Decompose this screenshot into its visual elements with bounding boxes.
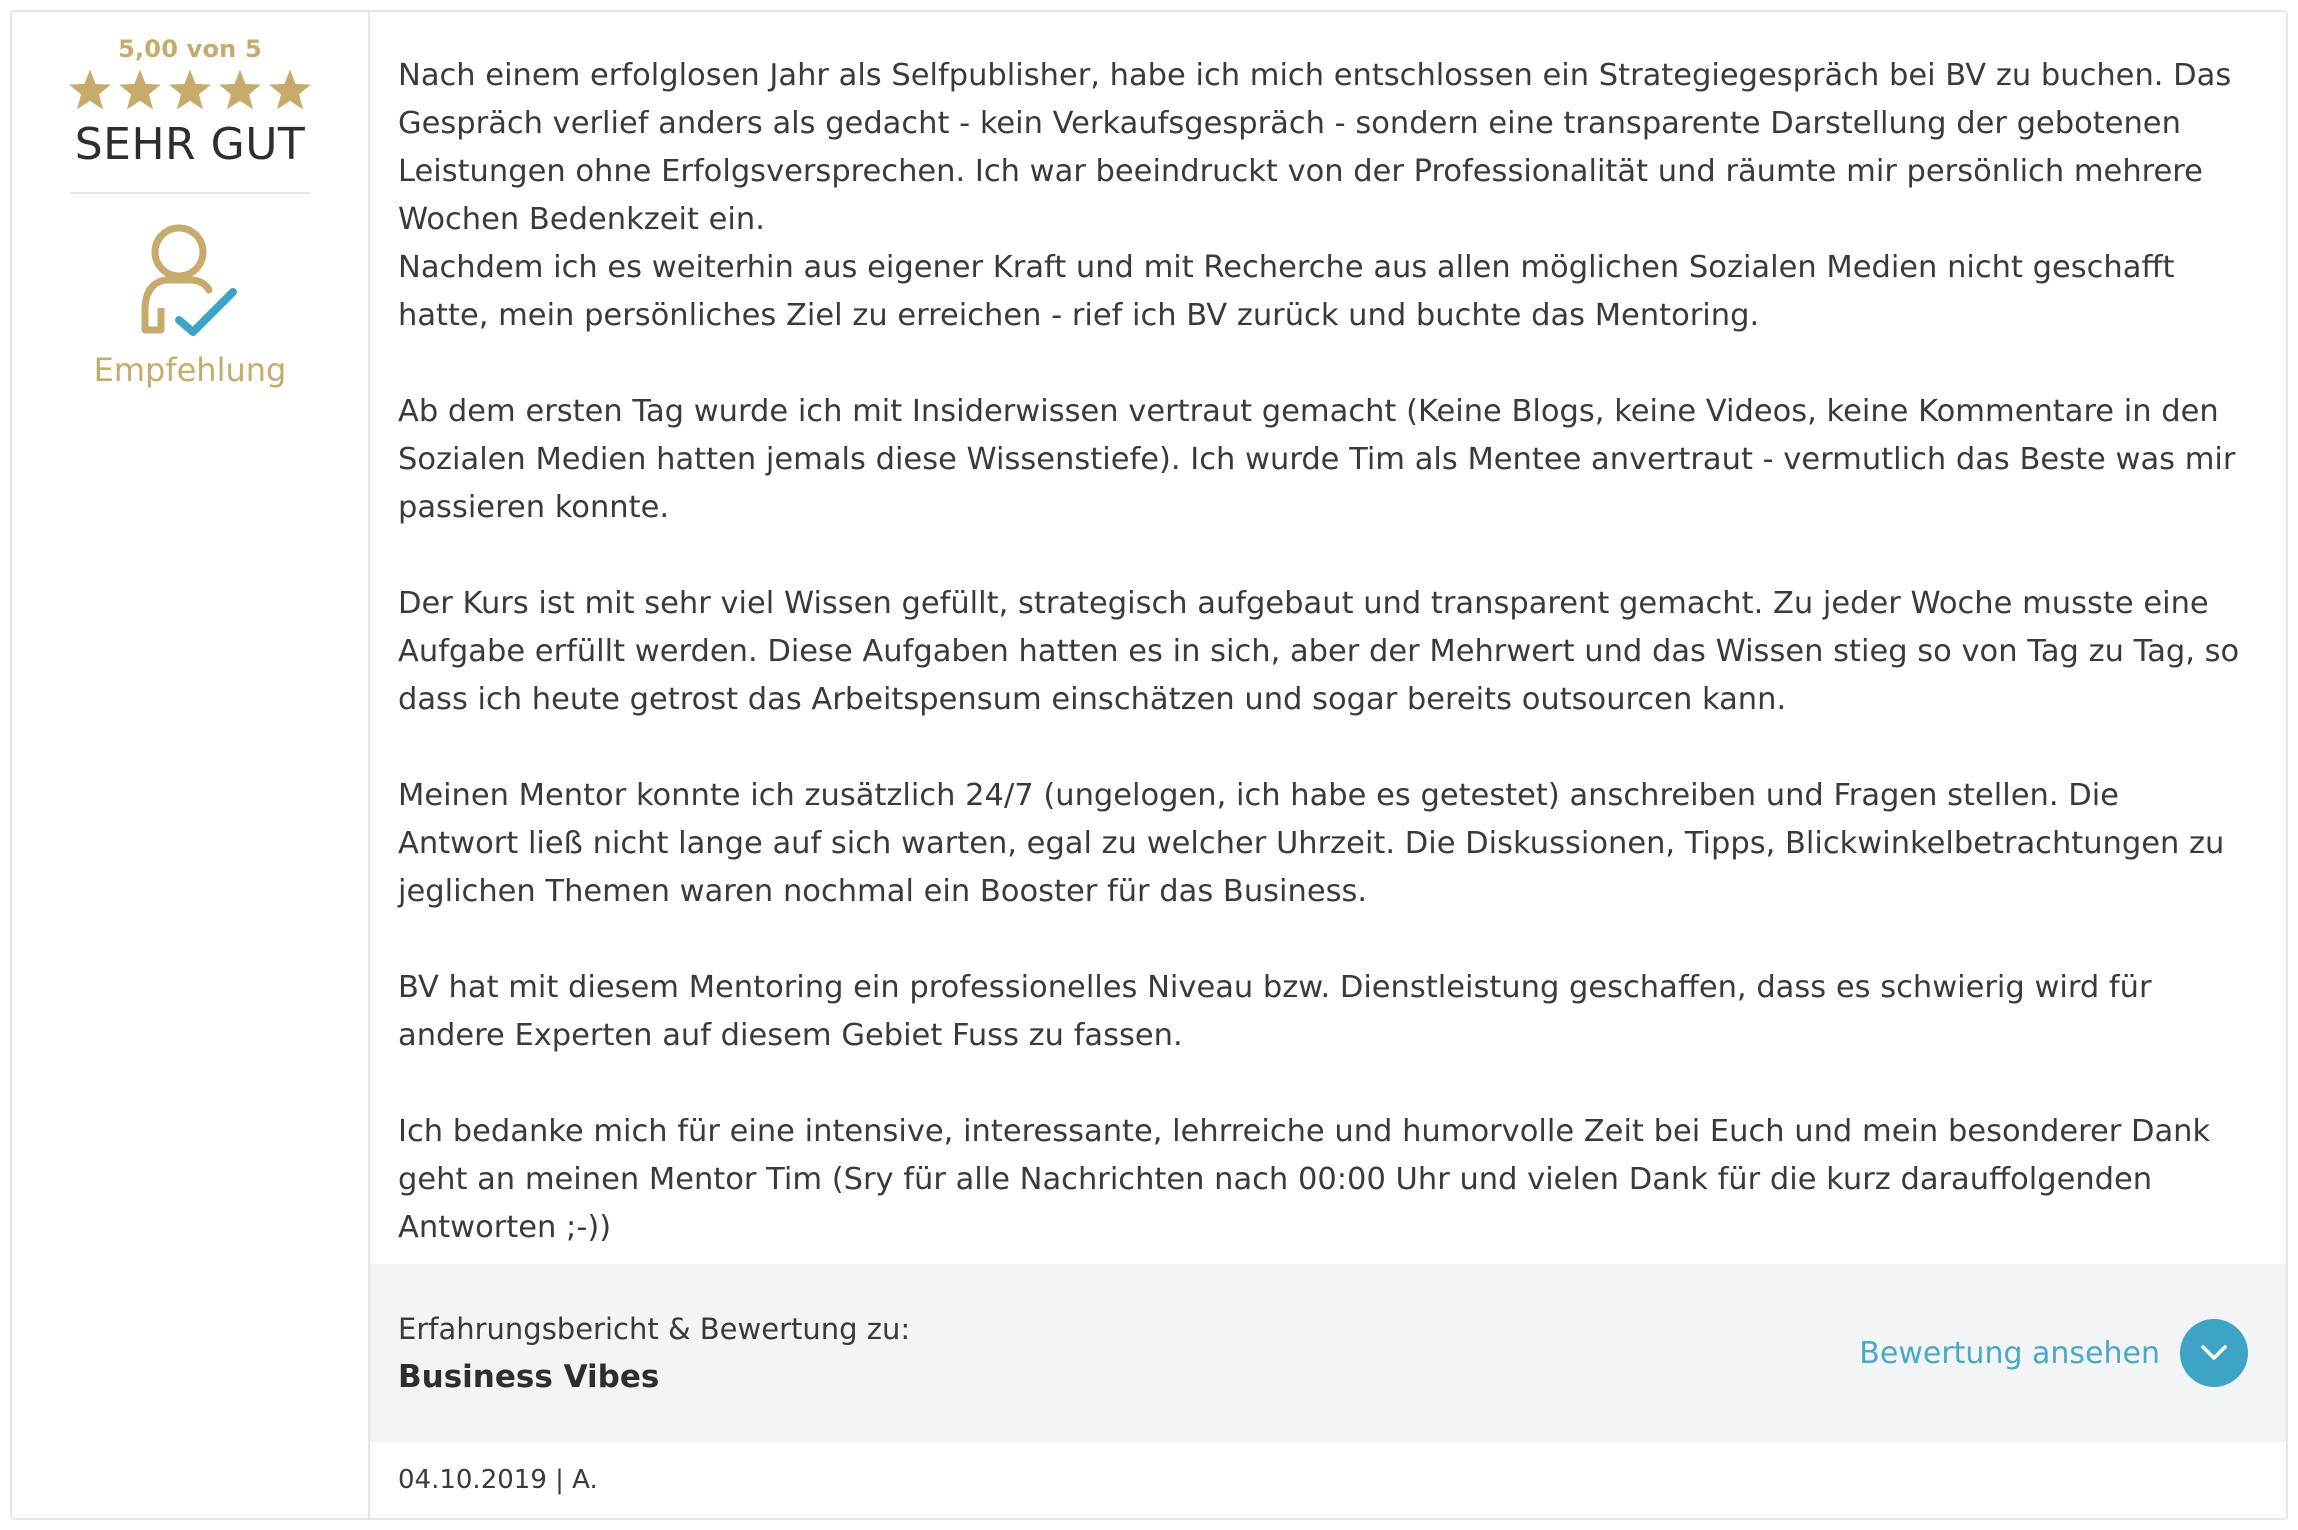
chevron-down-icon xyxy=(2200,1344,2228,1362)
review-paragraph: Nach einem erfolglosen Jahr als Selfpublisher, habe ich mich entschlossen ein Strategiegespräch bei BV zu buchen. Das Gespräch verlief anders als gedacht - kein Verkaufsgespräch - sondern eine transparente Darstellung der gebotenen Leistungen ohne Erfolgsversprechen. Ich war beeindruckt von der Professionalität und räumte mir persönlich mehrere Wochen Bedenkzeit ein. Nachdem ich es weiterhin aus eigener Kraft und mit Recherche aus allen möglichen Sozialen Medien nicht geschafft hatte, mein persönliches Ziel zu erreichen - rief ich BV zurück und buchte das Mentoring. xyxy=(398,58,2232,333)
user-check-icon xyxy=(135,220,245,344)
view-review-label[interactable]: Bewertung ansehen xyxy=(1859,1335,2160,1371)
rating-sidebar xyxy=(12,12,370,1518)
star-rating xyxy=(67,68,313,112)
review-main xyxy=(370,12,2286,1518)
review-body xyxy=(370,12,2286,1264)
rating-word: SEHR GUT xyxy=(74,119,306,170)
view-review-button[interactable] xyxy=(2180,1319,2248,1387)
star-icon xyxy=(117,68,163,112)
review-meta: 04.10.2019 | A. xyxy=(398,1465,598,1495)
review-card xyxy=(10,10,2288,1520)
star-icon xyxy=(267,68,313,112)
review-paragraph: Meinen Mentor konnte ich zusätzlich 24/7 (ungelogen, ich habe es getestet) anschreiben und Fragen stellen. Die Antwort ließ nicht lange auf sich warten, egal zu welcher Uhrzeit. Die Diskussionen, Tipps, Blickwinkelbetrachtungen zu jeglichen Themen waren nochmal ein Booster für das Business. xyxy=(398,778,2225,909)
star-icon xyxy=(167,68,213,112)
review-paragraph: Ich bedanke mich für eine intensive, interessante, lehrreiche und humorvolle Zeit bei Euch und mein besonderer Dank geht an meinen Mentor Tim (Sry für alle Nachrichten nach 00:00 Uhr und vielen Dank für die kurz darauffolgenden Antworten ;-)) xyxy=(398,1114,2211,1245)
recommendation-label: Empfehlung xyxy=(93,351,287,389)
company-name: Business Vibes xyxy=(398,1359,660,1395)
divider xyxy=(70,192,310,194)
review-target xyxy=(398,1309,910,1397)
star-icon xyxy=(67,68,113,112)
review-paragraph: Ab dem ersten Tag wurde ich mit Insiderwissen vertraut gemacht (Keine Blogs, keine Videos, keine Kommentare in den Sozialen Medien hatten jemals diese Wissenstiefe). Ich wurde Tim als Mentee anvertraut - vermutlich das Beste was mir passieren konnte. xyxy=(398,394,2236,525)
review-paragraph: Der Kurs ist mit sehr viel Wissen gefüllt, strategisch aufgebaut und transparent gemacht. Zu jeder Woche musste eine Aufgabe erfüllt werden. Diese Aufgaben hatten es in sich, aber der Mehrwert und das Wissen stieg so von Tag zu Tag, so dass ich heute getrost das Arbeitspensum einschätzen und sogar bereits outsourcen kann. xyxy=(398,586,2240,717)
review-target-subtitle: Erfahrungsbericht & Bewertung zu: xyxy=(398,1312,911,1346)
review-target-box xyxy=(370,1264,2286,1442)
rating-score: 5,00 von 5 xyxy=(118,35,262,63)
view-review-link[interactable] xyxy=(1859,1319,2248,1387)
review-paragraph: BV hat mit diesem Mentoring ein professionelles Niveau bzw. Dienstleistung geschaffen, dass es schwierig wird für andere Experten auf diesem Gebiet Fuss zu fassen. xyxy=(398,970,2152,1053)
star-icon xyxy=(217,68,263,112)
